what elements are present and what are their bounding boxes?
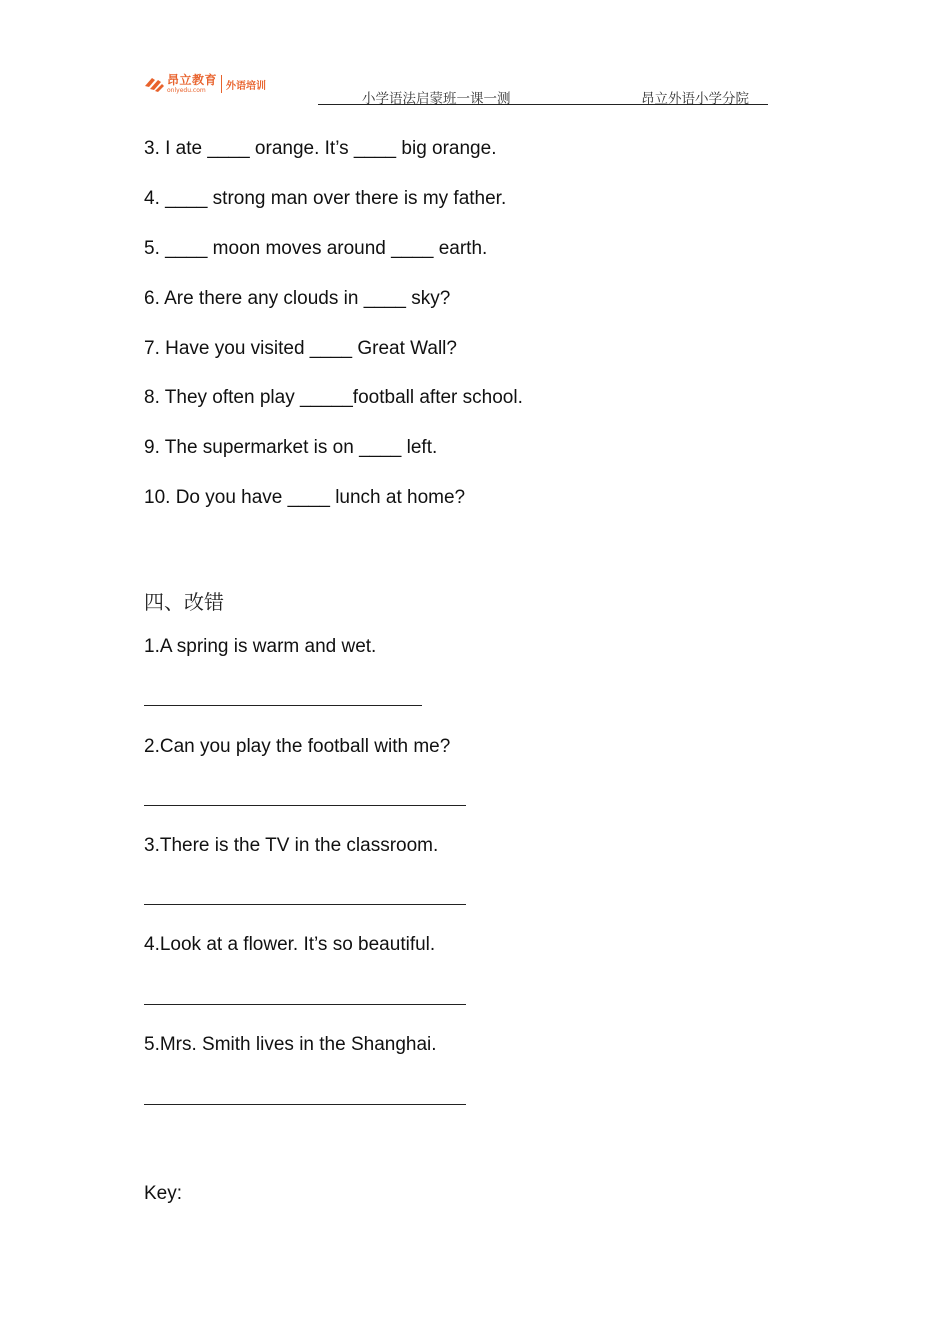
answer-line [144,805,466,806]
section-title-correction: 四、改错 [144,590,224,614]
correction-item: 5.Mrs. Smith lives in the Shanghai. [144,1034,437,1055]
page-header [318,86,768,105]
answer-line [144,1104,466,1105]
fill-blank-item: 7. Have you visited ____ Great Wall? [144,338,457,359]
logo-name: 昂立教育 [167,73,218,87]
fill-blank-item: 10. Do you have ____ lunch at home? [144,487,466,508]
course-title: 小学语法启蒙班一课一测 [362,91,511,107]
logo-divider [221,75,222,93]
fill-blank-item: 8. They often play _____football after school. [144,387,523,408]
answer-line [144,705,422,706]
logo-domain: onlyedu.com [167,87,206,94]
answer-key-label: Key: [144,1183,183,1204]
correction-item: 2.Can you play the football with me? [144,736,451,757]
correction-item: 4.Look at a flower. It’s so beautiful. [144,934,436,955]
fill-blank-item: 9. The supermarket is on ____ left. [144,437,438,458]
correction-item: 1.A spring is warm and wet. [144,636,377,657]
school-name: 昂立外语小学分院 [641,91,749,107]
logo-mark-icon [143,74,165,94]
logo-tagline: 外语培训 [226,80,267,92]
fill-blank-item: 6. Are there any clouds in ____ sky? [144,288,451,309]
correction-item: 3.There is the TV in the classroom. [144,835,439,856]
fill-blank-item: 4. ____ strong man over there is my father. [144,188,507,209]
answer-line [144,904,466,905]
fill-blank-item: 5. ____ moon moves around ____ earth. [144,238,488,259]
fill-blank-item: 3. I ate ____ orange. It’s ____ big orange. [144,138,497,159]
answer-line [144,1004,466,1005]
brand-logo [143,70,266,98]
